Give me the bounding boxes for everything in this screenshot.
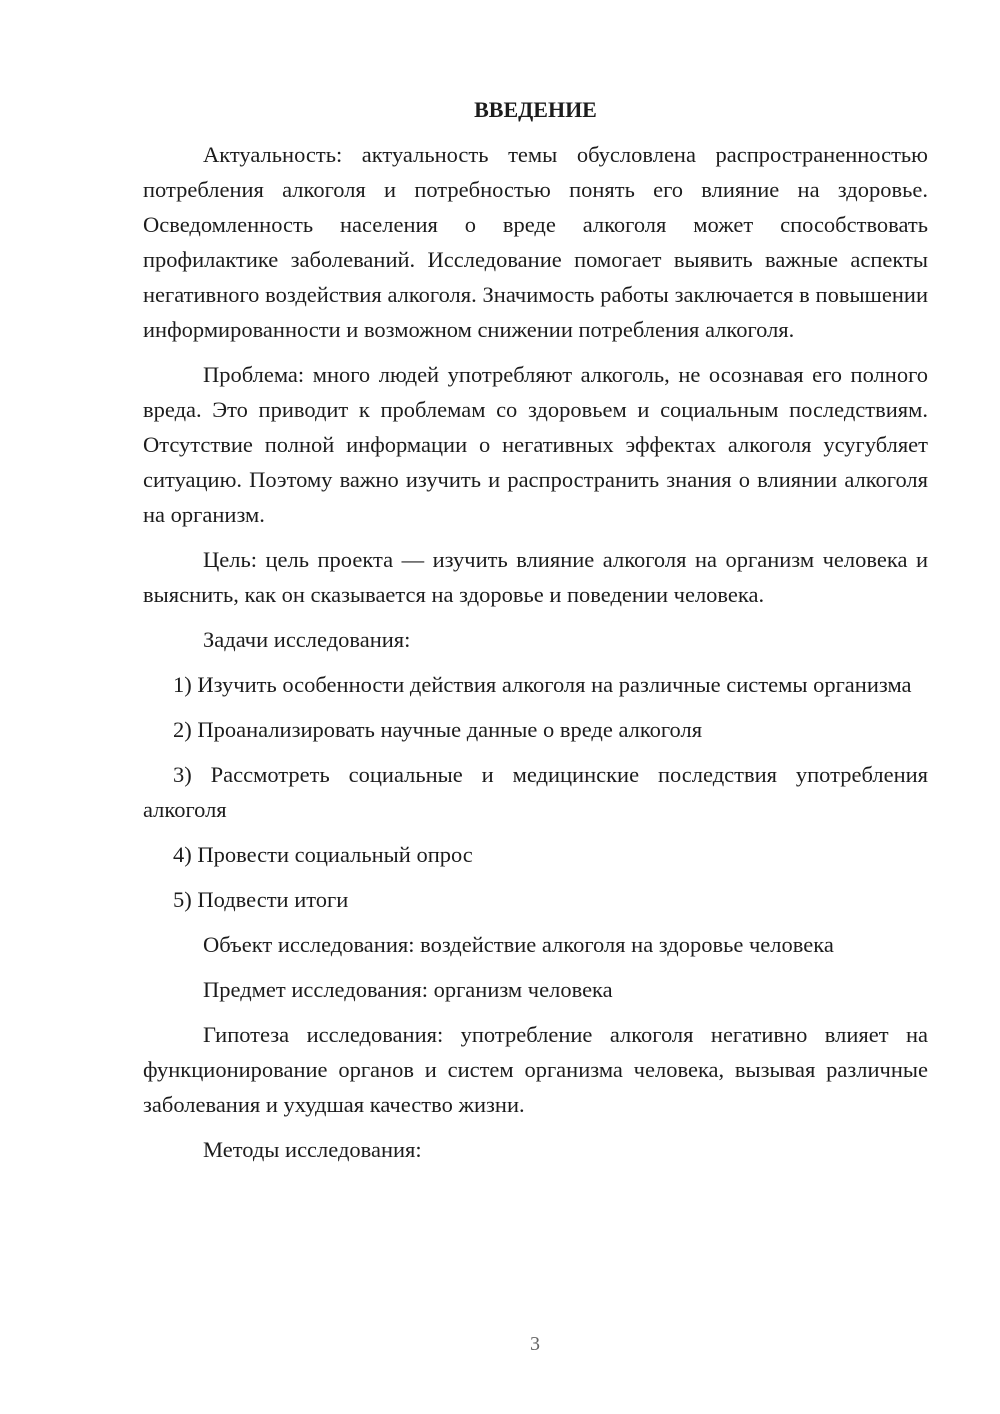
task-item: 4) Провести социальный опрос	[173, 842, 473, 867]
methods-heading: Методы исследования:	[203, 1137, 422, 1162]
problem-paragraph: Проблема: много людей употребляют алкоголь, не осознавая его полного вреда. Это приводит к проблемам со здоровьем и социальным последствиям. Отсутствие полной информации о негативных эффектах алкоголя усугубляет ситуацию. Поэтому важно изучить и распространить знания о влиянии алкоголя на организм.	[143, 362, 928, 527]
hypothesis-paragraph: Гипотеза исследования: употребление алкоголя негативно влияет на функционирование органов и систем организма человека, вызывая различные заболевания и ухудшая качество жизни.	[143, 1022, 928, 1117]
task-item: 2) Проанализировать научные данные о вреде алкоголя	[173, 717, 703, 742]
task-item: 1) Изучить особенности действия алкоголя на различные системы организма	[173, 672, 912, 697]
section-title: ВВЕДЕНИЕ	[474, 97, 597, 122]
research-object: Объект исследования: воздействие алкоголя на здоровье человека	[203, 932, 834, 957]
task-item: 5) Подвести итоги	[173, 887, 349, 912]
task-item: 3) Рассмотреть социальные и медицинские последствия употребления алкоголя	[143, 762, 928, 822]
relevance-paragraph: Актуальность: актуальность темы обусловлена распространенностью потребления алкоголя и потребностью понять его влияние на здоровье. Осведомленность населения о вреде алкоголя может способствовать профилактике заболеваний. Исследование помогает выявить важные аспекты негативного воздействия алкоголя. Значимость работы заключается в повышении информированности и возможном снижении потребления алкоголя.	[143, 142, 928, 342]
research-subject: Предмет исследования: организм человека	[203, 977, 613, 1002]
tasks-heading: Задачи исследования:	[203, 627, 411, 652]
document-page	[143, 92, 928, 1177]
page-number: 3	[530, 1333, 540, 1355]
goal-paragraph: Цель: цель проекта — изучить влияние алкоголя на организм человека и выяснить, как он сказывается на здоровье и поведении человека.	[143, 547, 928, 607]
